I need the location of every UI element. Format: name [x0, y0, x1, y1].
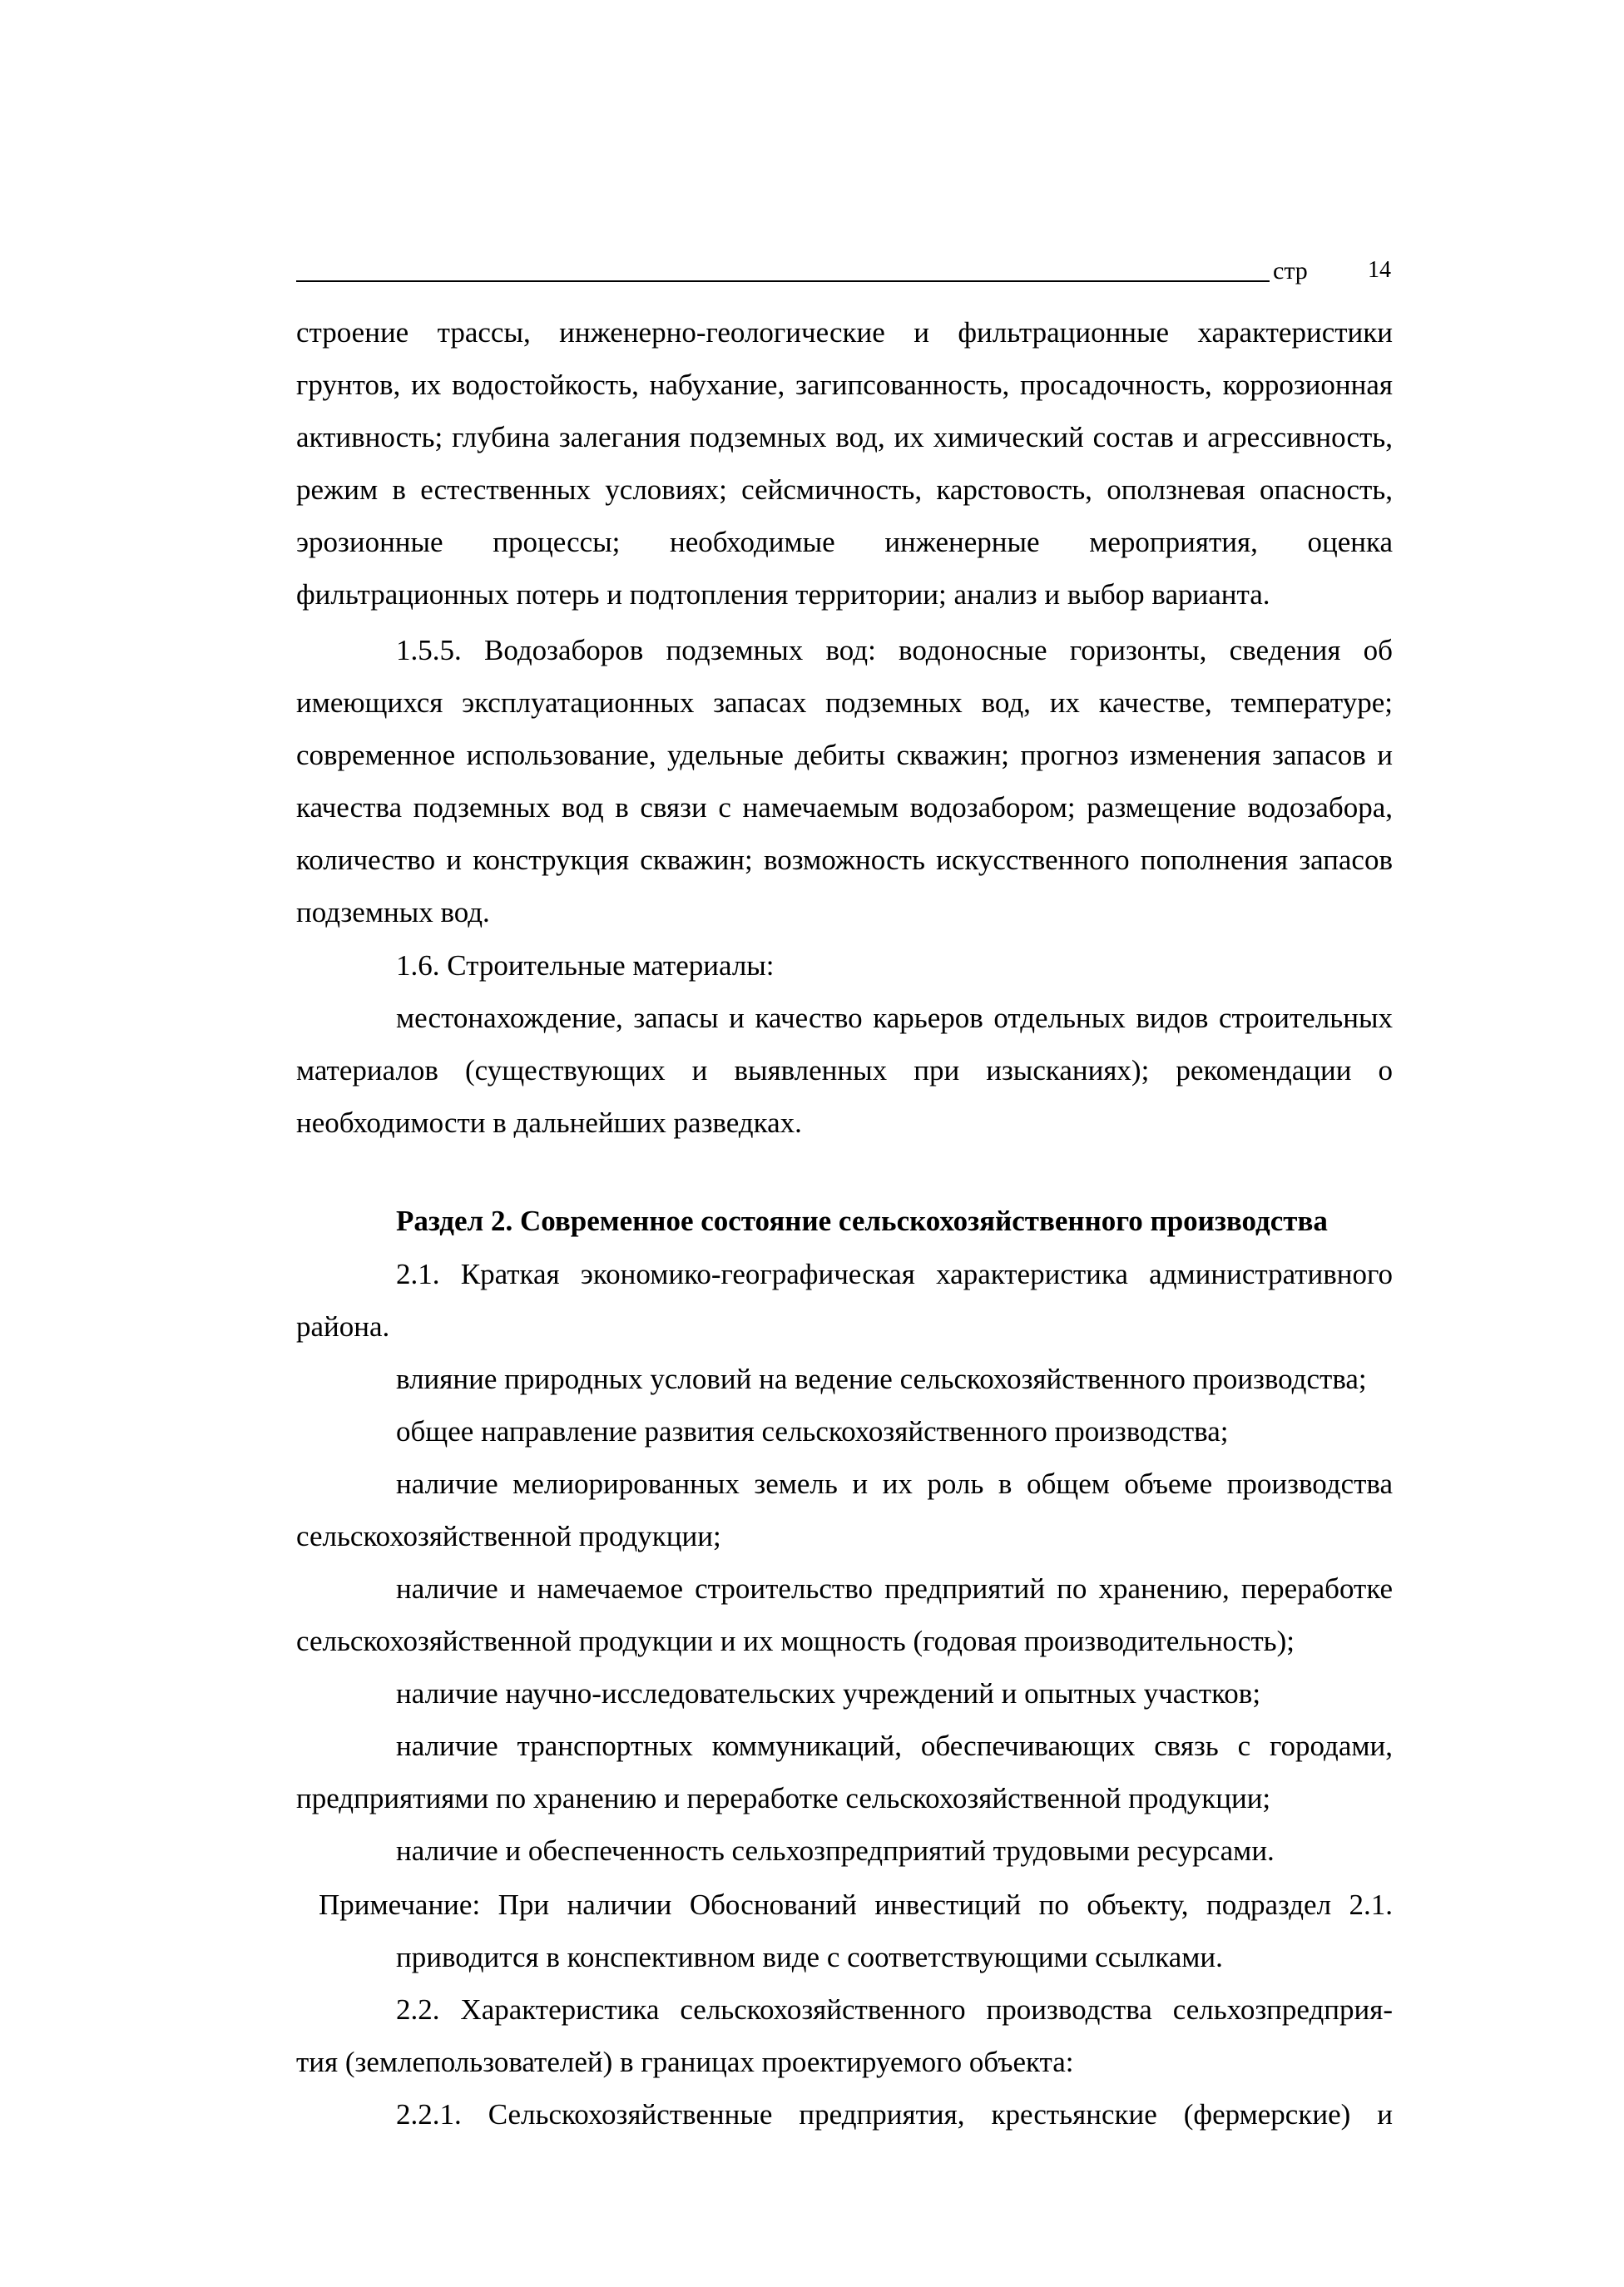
text-line: сельскохозяйственной продукции и их мощность (годовая производительность); [296, 1625, 1295, 1657]
page-label: стр [1273, 257, 1308, 285]
note-line: Примечание: При наличии Обоснований инвестиций по объекту, подраздел 2.1. [319, 1889, 1393, 1921]
header-rule [296, 280, 1270, 282]
text-line: грунтов, их водостойкость, набухание, загипсованность, просадочность, коррозионная [296, 369, 1393, 401]
text-line: 1.6. Строительные материалы: [396, 949, 775, 982]
text-line: местонахождение, запасы и качество карьеров отдельных видов строительных [396, 1002, 1393, 1034]
text-line: сельскохозяйственной продукции; [296, 1520, 721, 1552]
text-line: эрозионные процессы; необходимые инженерные мероприятия, оценка [296, 526, 1393, 558]
section-heading: Раздел 2. Современное состояние сельскохозяйственного производства [396, 1205, 1328, 1237]
text-line: имеющихся эксплуатационных запасах подземных вод, их качестве, температуре; [296, 686, 1393, 719]
note-line: приводится в конспективном виде с соответствующими ссылками. [396, 1941, 1223, 1973]
text-line: режим в естественных условиях; сейсмичность, карстовость, оползневая опасность, [296, 473, 1393, 506]
text-line: наличие транспортных коммуникаций, обеспечивающих связь с городами, [396, 1730, 1393, 1762]
text-line: района. [296, 1310, 390, 1343]
text-line: наличие и обеспеченность сельхозпредприятий трудовыми ресурсами. [396, 1834, 1275, 1867]
text-line: влияние природных условий на ведение сельскохозяйственного производства; [396, 1363, 1367, 1395]
text-line: 2.2.1. Сельскохозяйственные предприятия, крестьянские (фермерские) и [396, 2098, 1393, 2131]
text-line: подземных вод. [296, 896, 490, 928]
text-line: наличие мелиорированных земель и их роль в общем объеме производства [396, 1468, 1393, 1500]
text-line: 1.5.5. Водозаборов подземных вод: водоносные горизонты, сведения об [396, 634, 1393, 666]
text-line: качества подземных вод в связи с намечаемым водозабором; размещение водозабора, [296, 791, 1393, 824]
text-line: необходимости в дальнейших разведках. [296, 1106, 802, 1139]
text-line: современное использование, удельные дебиты скважин; прогноз изменения запасов и [296, 739, 1393, 771]
text-line: наличие и намечаемое строительство предприятий по хранению, переработке [396, 1572, 1393, 1605]
text-line: общее направление развития сельскохозяйственного производства; [396, 1415, 1229, 1448]
text-line: строение трассы, инженерно-геологические и фильтрационные характеристики [296, 316, 1393, 349]
text-line: материалов (существующих и выявленных при изысканиях); рекомендации о [296, 1054, 1393, 1087]
page-number: 14 [1368, 257, 1391, 283]
text-line: 2.1. Краткая экономико-географическая характеристика административного [396, 1258, 1393, 1290]
text-line: фильтрационных потерь и подтопления территории; анализ и выбор варианта. [296, 578, 1270, 611]
text-line: предприятиями по хранению и переработке сельскохозяйственной продукции; [296, 1782, 1271, 1814]
text-line: 2.2. Характеристика сельскохозяйственного производства сельхозпредприя- [396, 1993, 1393, 2026]
text-line: активность; глубина залегания подземных вод, их химический состав и агрессивность, [296, 421, 1393, 453]
text-line: наличие научно-исследовательских учреждений и опытных участков; [396, 1677, 1261, 1710]
text-line: количество и конструкция скважин; возможность искусственного пополнения запасов [296, 844, 1393, 876]
text-line: тия (землепользователей) в границах проектируемого объекта: [296, 2046, 1074, 2078]
